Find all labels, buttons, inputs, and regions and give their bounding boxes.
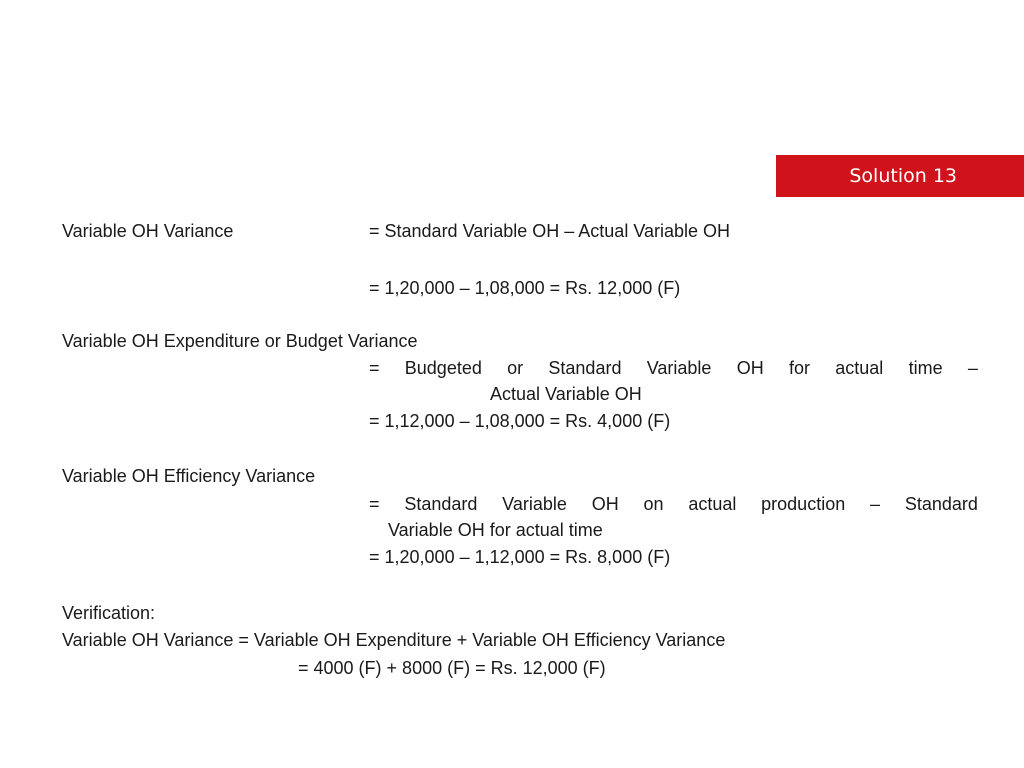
formula-line-justified bbox=[369, 357, 978, 379]
formula-line: = Standard Variable OH – Actual Variable OH bbox=[369, 221, 731, 241]
section-title-efficiency-variance: Variable OH Efficiency Variance bbox=[62, 466, 316, 486]
calculation-line: = 1,12,000 – 1,08,000 = Rs. 4,000 (F) bbox=[369, 411, 671, 431]
section-title-variable-oh-variance: Variable OH Variance bbox=[62, 221, 234, 241]
formula-word: on bbox=[643, 494, 664, 514]
verification-result: = 4000 (F) + 8000 (F) = Rs. 12,000 (F) bbox=[298, 658, 606, 678]
formula-word: Standard bbox=[548, 358, 622, 378]
formula-word: = bbox=[369, 358, 380, 378]
formula-word: Standard bbox=[904, 494, 978, 514]
formula-word: actual bbox=[688, 494, 737, 514]
formula-word: for bbox=[788, 358, 810, 378]
section-title-expenditure-variance: Variable OH Expenditure or Budget Variance bbox=[62, 331, 418, 351]
formula-word: time bbox=[908, 358, 943, 378]
formula-continuation: Actual Variable OH bbox=[490, 384, 642, 404]
formula-word: – bbox=[967, 358, 978, 378]
formula-word: Variable bbox=[502, 494, 567, 514]
formula-continuation: Variable OH for actual time bbox=[388, 520, 603, 540]
formula-word: production bbox=[761, 494, 846, 514]
calculation-line: = 1,20,000 – 1,12,000 = Rs. 8,000 (F) bbox=[369, 547, 671, 567]
formula-word: – bbox=[870, 494, 881, 514]
formula-word: Variable bbox=[646, 358, 712, 378]
formula-word: OH bbox=[591, 494, 619, 514]
formula-word: = bbox=[369, 494, 380, 514]
formula-word: actual bbox=[835, 358, 884, 378]
solution-badge: Solution 13 bbox=[776, 155, 1024, 197]
verification-title: Verification: bbox=[62, 603, 156, 623]
calculation-line: = 1,20,000 – 1,08,000 = Rs. 12,000 (F) bbox=[369, 278, 681, 298]
formula-word: OH bbox=[736, 358, 764, 378]
formula-word: Standard bbox=[404, 494, 478, 514]
verification-equation: Variable OH Variance = Variable OH Expenditure + Variable OH Efficiency Variance bbox=[62, 630, 726, 650]
formula-word: or bbox=[507, 358, 524, 378]
formula-word: Budgeted bbox=[404, 358, 482, 378]
formula-line-justified bbox=[369, 493, 978, 515]
